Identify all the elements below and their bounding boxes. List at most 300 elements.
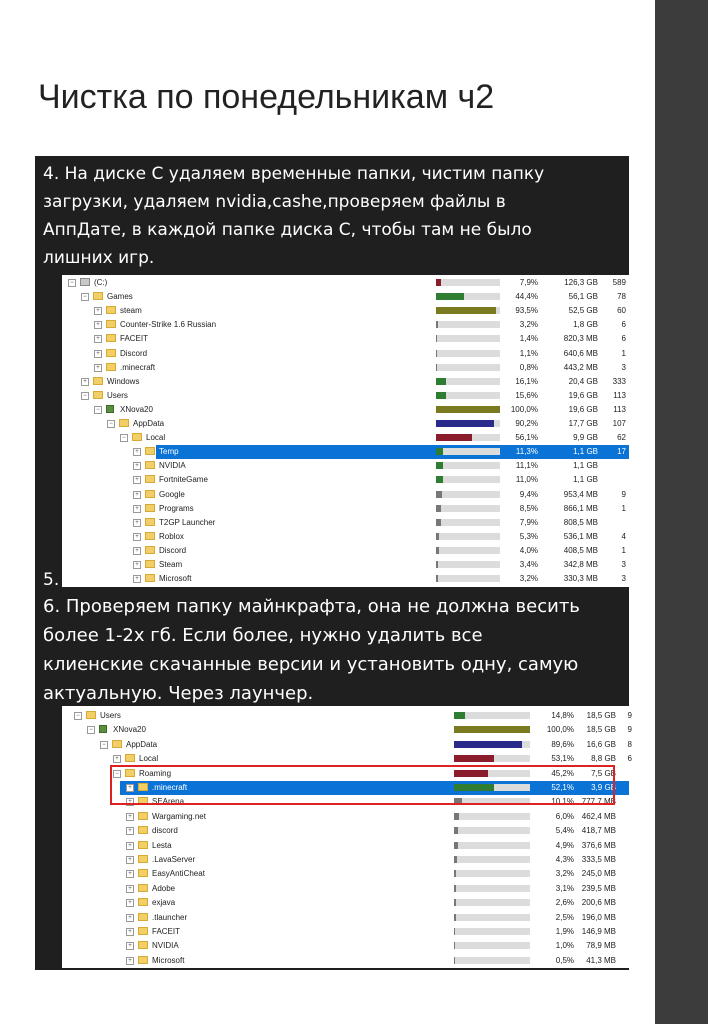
- usage-bar: [436, 335, 500, 342]
- item-count: 3: [621, 362, 626, 372]
- folder-icon: [112, 740, 122, 748]
- folder-icon: [138, 927, 148, 935]
- collapse-icon[interactable]: −: [113, 770, 121, 778]
- usage-bar: [454, 899, 530, 906]
- usage-percent: 3,1%: [555, 883, 574, 893]
- expand-icon[interactable]: +: [94, 335, 102, 343]
- tree-row-label: Programs: [159, 503, 194, 513]
- folder-size: 52,5 GB: [568, 306, 598, 316]
- folder-icon: [145, 574, 155, 582]
- tree-row-label: Lesta: [152, 840, 172, 850]
- usage-percent: 6,0%: [555, 811, 574, 821]
- usage-bar-fill: [436, 378, 446, 385]
- usage-percent: 8,5%: [519, 503, 538, 513]
- usage-bar-fill: [454, 928, 455, 935]
- item-count: 6: [627, 754, 632, 764]
- item-count: 1: [621, 348, 626, 358]
- usage-bar-fill: [436, 364, 437, 371]
- expand-icon[interactable]: +: [133, 476, 141, 484]
- folder-icon: [138, 826, 148, 834]
- tree-row[interactable]: [62, 839, 629, 853]
- tree-row[interactable]: [62, 896, 629, 910]
- folder-size: 9,9 GB: [573, 433, 598, 443]
- tree-row[interactable]: [62, 530, 629, 544]
- folder-size: 19,6 GB: [568, 404, 598, 414]
- tree-row[interactable]: [62, 304, 629, 318]
- tree-row-label: XNova20: [113, 725, 146, 735]
- expand-icon[interactable]: +: [126, 813, 134, 821]
- tree-row[interactable]: [135, 445, 629, 459]
- usage-percent: 11,0%: [515, 475, 538, 485]
- folder-size: 126,3 GB: [564, 278, 598, 287]
- usage-percent: 100,0%: [546, 725, 574, 735]
- usage-percent: 2,6%: [555, 898, 574, 908]
- folder-icon: [106, 363, 116, 371]
- usage-bar-fill: [436, 547, 439, 554]
- expand-icon[interactable]: +: [133, 505, 141, 513]
- expand-icon[interactable]: +: [126, 928, 134, 936]
- folder-size: 808,5 MB: [563, 517, 598, 527]
- tree-row-label: Local: [146, 433, 166, 443]
- usage-percent: 4,0%: [519, 545, 538, 555]
- collapse-icon[interactable]: −: [74, 712, 82, 720]
- slide-sidebar: [655, 0, 708, 1024]
- expand-icon[interactable]: +: [126, 957, 134, 965]
- tree-row-label: XNova20: [120, 404, 153, 414]
- collapse-icon[interactable]: −: [87, 726, 95, 734]
- usage-percent: 3,2%: [555, 869, 574, 879]
- usage-bar: [436, 575, 500, 582]
- folder-size: 16,6 GB: [586, 739, 616, 749]
- expand-icon[interactable]: +: [133, 519, 141, 527]
- folder-size: 1,8 GB: [573, 320, 598, 330]
- usage-bar: [454, 842, 530, 849]
- folder-size: 41,3 MB: [586, 955, 616, 965]
- tree-row-label: .minecraft: [152, 783, 188, 792]
- item-count: 1: [621, 545, 626, 555]
- tree-row-label: NVIDIA: [152, 941, 179, 951]
- usage-bar: [454, 928, 530, 935]
- tree-row[interactable]: [62, 403, 629, 417]
- usage-bar-fill: [436, 533, 439, 540]
- expand-icon[interactable]: +: [126, 856, 134, 864]
- instruction-step-6: 6. Проверяем папку майнкрафта, она не должна весить более 1-2х гб. Если более, нужно удалить все клиенские скачанные версии и установить одну, самую актуальную. Через лаунчер.: [43, 596, 580, 704]
- expand-icon[interactable]: +: [126, 870, 134, 878]
- collapse-icon[interactable]: −: [81, 293, 89, 301]
- item-count: 9: [621, 489, 626, 499]
- usage-percent: 0,5%: [555, 955, 574, 965]
- expand-icon[interactable]: +: [133, 547, 141, 555]
- usage-bar-fill: [454, 885, 456, 892]
- folder-size: 8,8 GB: [591, 754, 616, 764]
- usage-percent: 3,4%: [519, 560, 538, 569]
- folder-size: 640,6 MB: [563, 348, 598, 358]
- usage-bar: [454, 914, 530, 921]
- tree-row-label: Steam: [159, 560, 183, 569]
- folder-icon: [138, 913, 148, 921]
- usage-bar-fill: [454, 914, 456, 921]
- tree-row[interactable]: [62, 572, 629, 586]
- usage-bar: [436, 491, 500, 498]
- usage-bar: [436, 547, 500, 554]
- tree-row[interactable]: [62, 375, 629, 389]
- tree-row-label: AppData: [126, 739, 158, 749]
- usage-bar-fill: [436, 420, 494, 427]
- instruction-step-5: 5.: [43, 570, 60, 590]
- tree-row[interactable]: [62, 431, 629, 445]
- tree-row[interactable]: [62, 502, 629, 516]
- expand-icon[interactable]: +: [133, 561, 141, 569]
- tree-row-label: FACEIT: [152, 927, 181, 936]
- folder-size: 146,9 MB: [581, 927, 616, 936]
- usage-bar-fill: [436, 293, 464, 300]
- usage-bar-fill: [436, 491, 442, 498]
- expand-icon[interactable]: +: [133, 533, 141, 541]
- tree-row[interactable]: [62, 558, 629, 572]
- usage-bar-fill: [436, 505, 441, 512]
- tree-row-label: FACEIT: [120, 334, 149, 344]
- usage-percent: 11,3%: [515, 447, 538, 457]
- collapse-icon[interactable]: −: [68, 279, 76, 287]
- instruction-step-4: 4. На диске С удаляем временные папки, чистим папку загрузки, удаляем nvidia,cashe,проверяем файлы в АппДате, в каждой папке диска С, чтобы там не было лишних игр.: [43, 164, 545, 268]
- instruction-panel-1: [35, 156, 629, 590]
- expand-icon[interactable]: +: [126, 899, 134, 907]
- usage-bar-fill: [436, 392, 446, 399]
- tree-row[interactable]: [62, 290, 629, 304]
- item-count: 3: [621, 574, 626, 584]
- tree-row-label: (C:): [94, 278, 108, 287]
- tree-row[interactable]: [62, 709, 632, 723]
- folder-size: 239,5 MB: [581, 883, 616, 893]
- usage-percent: 9,4%: [519, 489, 538, 499]
- folder-size: 330,3 MB: [563, 574, 598, 584]
- usage-bar: [454, 712, 530, 719]
- tree-row[interactable]: [62, 389, 629, 403]
- item-count: 113: [613, 404, 626, 414]
- usage-bar: [436, 279, 500, 286]
- usage-bar-fill: [454, 957, 455, 964]
- folder-size: 418,7 MB: [581, 826, 616, 836]
- tree-row-label: Microsoft: [152, 955, 185, 965]
- item-count: 333: [612, 376, 626, 386]
- folder-icon: [93, 292, 103, 300]
- item-count: 589: [612, 278, 626, 287]
- folder-icon: [132, 433, 142, 441]
- item-count: 78: [617, 292, 626, 302]
- expand-icon[interactable]: +: [126, 885, 134, 893]
- usage-bar-fill: [436, 519, 441, 526]
- tree-row-label: Temp: [159, 447, 179, 457]
- usage-percent: 16,1%: [515, 376, 538, 386]
- folder-size: 376,6 MB: [581, 840, 616, 850]
- tree-row[interactable]: [62, 911, 629, 925]
- usage-bar: [436, 533, 500, 540]
- item-count: 4: [621, 531, 626, 541]
- folder-size: 1,1 GB: [573, 461, 598, 471]
- expand-icon[interactable]: +: [94, 364, 102, 372]
- usage-bar-fill: [454, 741, 522, 748]
- usage-bar-fill: [454, 942, 455, 949]
- usage-percent: 1,4%: [519, 334, 538, 344]
- usage-bar-fill: [454, 870, 456, 877]
- tree-row[interactable]: [62, 723, 632, 737]
- tree-row[interactable]: [62, 882, 629, 896]
- item-count: 113: [613, 390, 626, 400]
- expand-icon[interactable]: +: [94, 321, 102, 329]
- tree-row-label: .LavaServer: [152, 855, 196, 864]
- tree-row-label: Roaming: [139, 768, 172, 778]
- usage-bar: [454, 827, 530, 834]
- folder-size: 78,9 MB: [586, 941, 616, 951]
- slide-title: Чистка по понедельникам ч2: [38, 78, 495, 116]
- drive-icon: [80, 278, 90, 286]
- tree-row[interactable]: [62, 318, 629, 332]
- item-count: 1: [621, 503, 626, 513]
- collapse-icon[interactable]: −: [107, 420, 115, 428]
- folder-icon: [138, 812, 148, 820]
- folder-icon: [106, 306, 116, 314]
- usage-percent: 14,8%: [551, 711, 574, 720]
- tree-row-label: NVIDIA: [159, 461, 186, 471]
- folder-size: 342,8 MB: [563, 560, 598, 569]
- tree-row[interactable]: [62, 810, 629, 824]
- folder-icon: [145, 504, 155, 512]
- expand-icon[interactable]: +: [126, 784, 134, 792]
- folder-icon: [93, 377, 103, 385]
- tree-row[interactable]: [62, 925, 629, 939]
- usage-bar-fill: [436, 321, 438, 328]
- folder-size: 19,6 GB: [568, 390, 598, 400]
- collapse-icon[interactable]: −: [94, 406, 102, 414]
- tree-row-label: .minecraft: [120, 362, 156, 372]
- tree-row-label: Wargaming.net: [152, 811, 206, 821]
- expand-icon[interactable]: +: [133, 491, 141, 499]
- disk-usage-tree-1: [62, 275, 629, 587]
- tree-row-label: AppData: [133, 419, 165, 428]
- folder-icon: [145, 532, 155, 540]
- expand-icon[interactable]: +: [126, 914, 134, 922]
- usage-percent: 7,9%: [519, 278, 538, 287]
- usage-bar: [454, 856, 530, 863]
- folder-size: 462,4 MB: [581, 811, 616, 821]
- tree-row-label: Roblox: [159, 531, 184, 541]
- usage-bar: [436, 561, 500, 568]
- usage-percent: 89,6%: [551, 739, 574, 749]
- usage-percent: 2,5%: [555, 912, 574, 922]
- tree-row-label: Discord: [120, 348, 148, 358]
- usage-bar: [454, 885, 530, 892]
- folder-icon: [145, 475, 155, 483]
- folder-icon: [145, 490, 155, 498]
- item-count: 6: [621, 320, 626, 330]
- folder-size: 200,6 MB: [581, 898, 616, 908]
- tree-row[interactable]: [62, 347, 629, 361]
- tree-row-label: Users: [100, 711, 121, 720]
- item-count: 62: [617, 433, 626, 443]
- expand-icon[interactable]: +: [133, 462, 141, 470]
- folder-size: 536,1 MB: [563, 531, 598, 541]
- tree-row[interactable]: [62, 954, 629, 968]
- collapse-icon[interactable]: −: [100, 741, 108, 749]
- folder-icon: [145, 546, 155, 554]
- folder-icon: [93, 391, 103, 399]
- folder-size: 1,1 GB: [573, 447, 598, 457]
- usage-bar: [436, 462, 500, 469]
- usage-percent: 90,2%: [515, 419, 538, 428]
- usage-bar-fill: [436, 406, 500, 413]
- usage-percent: 5,3%: [519, 531, 538, 541]
- usage-bar-fill: [454, 726, 530, 733]
- folder-size: 866,1 MB: [563, 503, 598, 513]
- folder-icon: [106, 349, 116, 357]
- item-count: 9: [627, 711, 632, 720]
- usage-bar-fill: [436, 335, 437, 342]
- usage-percent: 7,9%: [519, 517, 538, 527]
- folder-icon: [125, 754, 135, 762]
- folder-icon: [119, 419, 129, 427]
- folder-icon: [138, 941, 148, 949]
- expand-icon[interactable]: +: [133, 575, 141, 583]
- tree-row[interactable]: [62, 738, 632, 752]
- usage-percent: 53,1%: [551, 754, 574, 764]
- usage-bar: [436, 448, 500, 455]
- tree-row-label: EasyAntiCheat: [152, 869, 205, 879]
- expand-icon[interactable]: +: [126, 827, 134, 835]
- usage-bar-fill: [454, 842, 458, 849]
- folder-icon: [145, 461, 155, 469]
- usage-bar-fill: [436, 307, 496, 314]
- tree-row[interactable]: [62, 939, 629, 953]
- tree-row-label: Users: [107, 390, 128, 400]
- expand-icon[interactable]: +: [81, 378, 89, 386]
- folder-size: 408,5 MB: [563, 545, 598, 555]
- expand-icon[interactable]: +: [126, 842, 134, 850]
- usage-bar: [454, 942, 530, 949]
- folder-icon: [138, 869, 148, 877]
- folder-size: 820,3 MB: [563, 334, 598, 344]
- collapse-icon[interactable]: −: [120, 434, 128, 442]
- folder-size: 196,0 MB: [581, 912, 616, 922]
- tree-row[interactable]: [62, 473, 629, 487]
- expand-icon[interactable]: +: [94, 307, 102, 315]
- folder-size: 18,5 GB: [586, 711, 616, 720]
- usage-bar: [436, 364, 500, 371]
- item-count: 3: [621, 560, 626, 569]
- folder-size: 20,4 GB: [568, 376, 598, 386]
- tree-row-label: Microsoft: [159, 574, 192, 584]
- usage-bar-fill: [436, 476, 443, 483]
- usage-percent: 56,1%: [515, 433, 538, 443]
- tree-row[interactable]: [62, 488, 629, 502]
- folder-size: 245,0 MB: [581, 869, 616, 879]
- usage-bar-fill: [454, 755, 494, 762]
- usage-bar-fill: [454, 712, 465, 719]
- usage-percent: 3,2%: [519, 574, 538, 584]
- tree-row[interactable]: [62, 544, 629, 558]
- folder-size: 3,9 GB: [591, 783, 616, 792]
- usage-percent: 11,1%: [515, 461, 538, 471]
- usage-bar-fill: [454, 899, 456, 906]
- tree-row[interactable]: [62, 276, 629, 290]
- tree-row[interactable]: [62, 361, 629, 375]
- folder-size: 333,5 MB: [581, 855, 616, 864]
- folder-size: 443,2 MB: [563, 362, 598, 372]
- folder-icon: [138, 884, 148, 892]
- usage-percent: 52,1%: [551, 783, 574, 792]
- tree-row[interactable]: [62, 417, 629, 431]
- user-icon: [106, 405, 114, 413]
- usage-bar-fill: [436, 279, 441, 286]
- folder-icon: [106, 334, 116, 342]
- tree-row-label: SEArena: [152, 797, 185, 807]
- usage-percent: 1,0%: [555, 941, 574, 951]
- tree-row-label: Games: [107, 292, 133, 302]
- folder-icon: [106, 320, 116, 328]
- usage-percent: 0,8%: [519, 362, 538, 372]
- usage-percent: 4,3%: [555, 855, 574, 864]
- tree-row[interactable]: [62, 332, 629, 346]
- folder-size: 18,5 GB: [586, 725, 616, 735]
- usage-percent: 15,6%: [515, 390, 538, 400]
- tree-row-label: steam: [120, 306, 142, 316]
- usage-percent: 1,9%: [555, 927, 574, 936]
- usage-bar-fill: [436, 448, 443, 455]
- usage-bar: [436, 505, 500, 512]
- tree-row[interactable]: [62, 853, 629, 867]
- expand-icon[interactable]: +: [126, 942, 134, 950]
- usage-percent: 100,0%: [510, 404, 538, 414]
- folder-icon: [138, 898, 148, 906]
- tree-row[interactable]: [62, 459, 629, 473]
- expand-icon[interactable]: +: [133, 448, 141, 456]
- folder-icon: [145, 518, 155, 526]
- usage-bar-fill: [436, 462, 443, 469]
- collapse-icon[interactable]: −: [81, 392, 89, 400]
- minecraft-highlight-box: [110, 765, 615, 805]
- usage-bar: [436, 350, 500, 357]
- item-count: 9: [627, 725, 632, 735]
- item-count: 17: [617, 447, 626, 457]
- usage-bar: [454, 870, 530, 877]
- tree-row[interactable]: [62, 516, 629, 530]
- tree-row-label: .tlauncher: [152, 912, 188, 922]
- usage-bar-fill: [454, 856, 457, 863]
- folder-icon: [138, 841, 148, 849]
- tree-row[interactable]: [62, 824, 629, 838]
- folder-size: 7,5 GB: [591, 768, 616, 778]
- usage-bar-fill: [436, 561, 438, 568]
- folder-icon: [86, 711, 96, 719]
- item-count: 107: [612, 419, 626, 428]
- tree-row-label: Windows: [107, 376, 140, 386]
- item-count: 8: [627, 739, 632, 749]
- user-icon: [99, 725, 107, 733]
- tree-row-label: Counter-Strike 1.6 Russian: [120, 320, 217, 330]
- tree-row-label: discord: [152, 826, 178, 836]
- usage-percent: 10,1%: [551, 797, 574, 807]
- usage-percent: 3,2%: [519, 320, 538, 330]
- expand-icon[interactable]: +: [126, 798, 134, 806]
- folder-icon: [138, 956, 148, 964]
- folder-size: 1,1 GB: [573, 475, 598, 485]
- usage-bar: [454, 957, 530, 964]
- usage-bar: [454, 813, 530, 820]
- expand-icon[interactable]: +: [113, 755, 121, 763]
- tree-row-label: Discord: [159, 545, 187, 555]
- expand-icon[interactable]: +: [94, 350, 102, 358]
- usage-bar-fill: [454, 827, 458, 834]
- tree-row[interactable]: [62, 867, 629, 881]
